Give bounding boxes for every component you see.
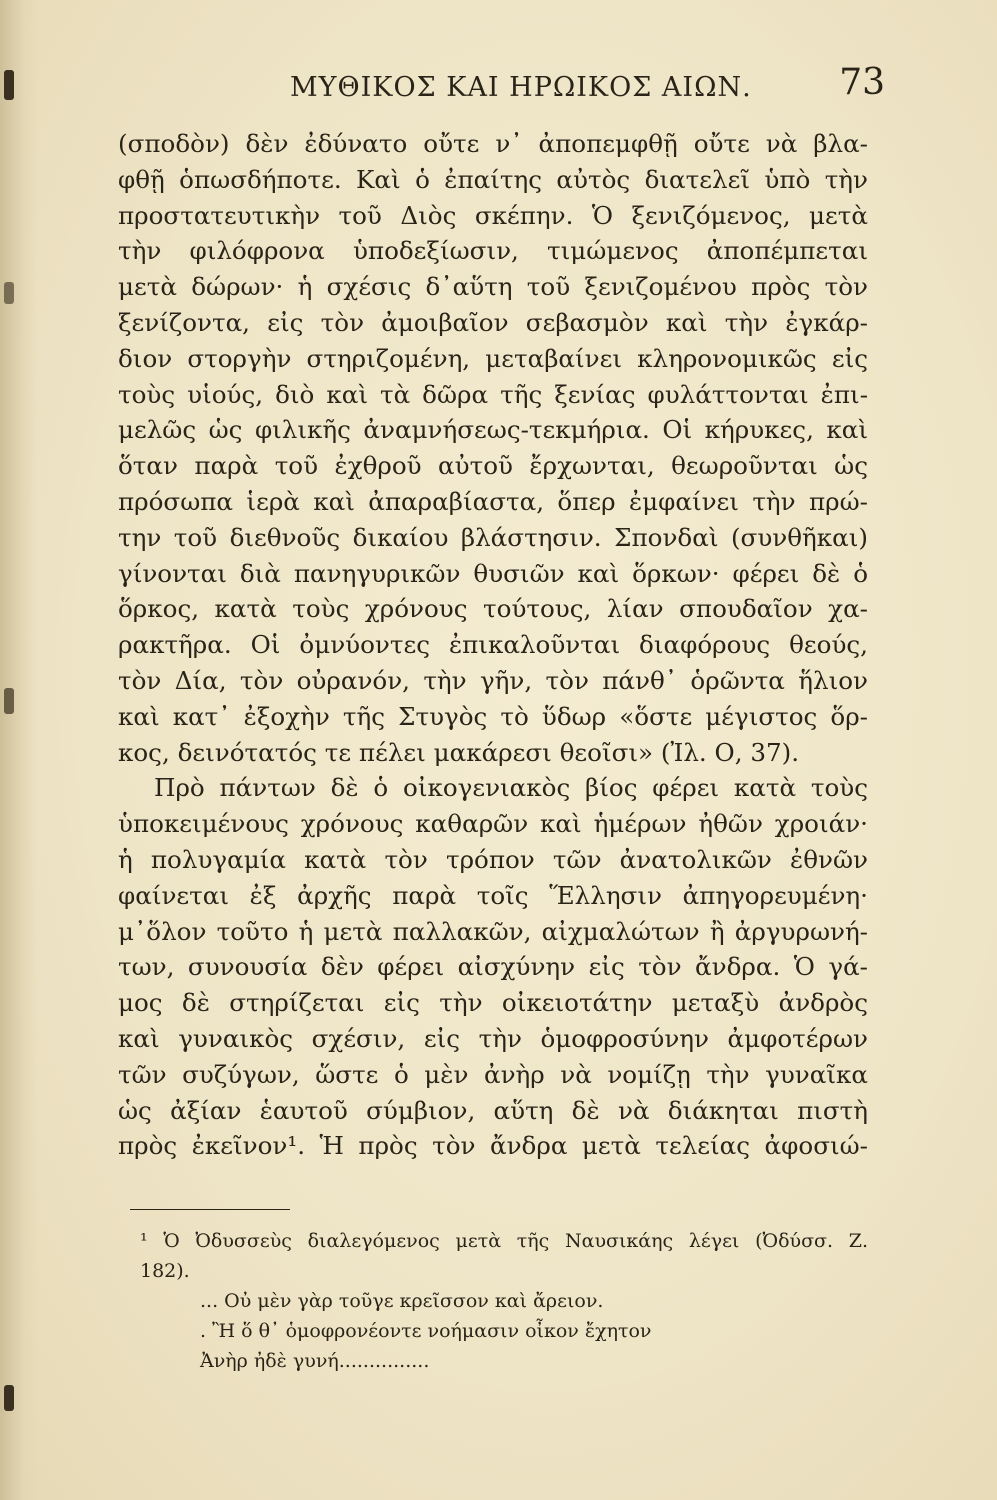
footnote-verse-line: . Ἢ ὅ θ᾽ ὁμοφρονέοντε νοήμασιν οἶκον ἔχητον bbox=[200, 1320, 652, 1342]
text-line: κος, δεινότατός τε πέλει μακάρεσι θεοῖσι» (Ἰλ. Ο, 37). bbox=[118, 737, 800, 767]
paragraph bbox=[118, 126, 868, 770]
text-line: καὶ γυναικὸς σχέσιν, εἰς τὴν ὁμοφροσύνην ἀμφοτέρων bbox=[118, 1023, 868, 1053]
text-line: διον στοργὴν στηριζομένη, μεταβαίνει κληρονομικῶς εἰς bbox=[118, 343, 868, 373]
footnote-verse-line: ... Οὐ μὲν γὰρ τοῦγε κρεῖσσον καὶ ἄρειον. bbox=[200, 1290, 604, 1312]
footnote-verse-line: Ἀνὴρ ἠδὲ γυνή............... bbox=[200, 1350, 430, 1372]
binding-stain bbox=[4, 282, 14, 304]
text-line: τοὺς υἱούς, διὸ καὶ τὰ δῶρα τῆς ξενίας φυλάττονται ἐπι- bbox=[118, 379, 868, 409]
text-line: ὡς ἀξίαν ἑαυτοῦ σύμβιον, αὕτη δὲ νὰ διάκηται πιστὴ bbox=[118, 1095, 868, 1125]
binding-stain bbox=[4, 1385, 14, 1411]
text-line: (σποδὸν) δὲν ἐδύνατο οὔτε ν᾽ ἀποπεμφθῇ οὔτε νὰ βλα- bbox=[118, 129, 868, 158]
text-line: τῶν συζύγων, ὥστε ὁ μὲν ἀνὴρ νὰ νομίζῃ τὴν γυναῖκα bbox=[118, 1059, 868, 1089]
page-header bbox=[118, 62, 885, 108]
text-line: ξενίζοντα, εἰς τὸν ἀμοιβαῖον σεβασμὸν καὶ τὴν ἐγκάρ- bbox=[118, 307, 868, 337]
text-line: πρὸς ἐκεῖνον¹. Ἡ πρὸς τὸν ἄνδρα μετὰ τελείας ἀφοσιώ- bbox=[118, 1131, 868, 1161]
text-line: προστατευτικὴν τοῦ Διὸς σκέπην. Ὁ ξενιζόμενος, μετὰ bbox=[118, 200, 868, 230]
page-number: 73 bbox=[839, 62, 885, 103]
text-line: ὑποκειμένους χρόνους καθαρῶν καὶ ἡμέρων ἠθῶν χροιάν· bbox=[118, 809, 868, 839]
text-line: φαίνεται ἐξ ἀρχῆς παρὰ τοῖς Ἕλλησιν ἀπηγορευμένη· bbox=[118, 880, 868, 910]
text-line: τὸν Δία, τὸν οὐρανόν, τὴν γῆν, τὸν πάνθ᾽ ὁρῶντα ἥλιον bbox=[118, 665, 868, 695]
footnote-line: 182). bbox=[140, 1260, 190, 1282]
page-binding-edge bbox=[0, 0, 38, 1500]
text-line: γίνονται διὰ πανηγυρικῶν θυσιῶν καὶ ὅρκων· φέρει δὲ ὁ bbox=[118, 558, 868, 588]
text-line: ὅρκος, κατὰ τοὺς χρόνους τούτους, λίαν σπουδαῖον χα- bbox=[118, 594, 868, 624]
text-line: μ᾽ὅλον τοῦτο ἡ μετὰ παλλακῶν, αἰχμαλώτων ἢ ἀργυρωνή- bbox=[118, 916, 868, 946]
text-line: τὴν φιλόφρονα ὑποδεξίωσιν, τιμώμενος ἀποπέμπεται bbox=[118, 236, 868, 266]
text-line: πρόσωπα ἱερὰ καὶ ἀπαραβίαστα, ὅπερ ἐμφαίνει τὴν πρώ- bbox=[118, 486, 868, 516]
text-line: Πρὸ πάντων δὲ ὁ οἰκογενιακὸς βίος φέρει κατὰ τοὺς bbox=[154, 773, 868, 803]
text-line: φθῇ ὁπωσδήποτε. Καὶ ὁ ἐπαίτης αὐτὸς διατελεῖ ὑπὸ τὴν bbox=[118, 164, 868, 194]
footnote-rule bbox=[130, 1209, 290, 1210]
text-line: των, συνουσία δὲν φέρει αἰσχύνην εἰς τὸν ἄνδρα. Ὁ γά- bbox=[118, 952, 868, 982]
running-head: ΜΥΘΙΚΟΣ ΚΑΙ ΗΡΩΙΚΟΣ ΑΙΩΝ. bbox=[290, 72, 752, 103]
text-line: την τοῦ διεθνοῦς δικαίου βλάστησιν. Σπονδαὶ (συνθῆκαι) bbox=[118, 522, 868, 552]
text-line: καὶ κατ᾽ ἐξοχὴν τῆς Στυγὸς τὸ ὕδωρ «ὅστε μέγιστος ὅρ- bbox=[118, 701, 868, 731]
text-line: ἡ πολυγαμία κατὰ τὸν τρόπον τῶν ἀνατολικῶν ἐθνῶν bbox=[118, 844, 868, 874]
footnote-line: ¹ Ὁ Ὀδυσσεὺς διαλεγόμενος μετὰ τῆς Ναυσικάης λέγει (Ὀδύσσ. Ζ. bbox=[140, 1230, 868, 1252]
body-text bbox=[118, 126, 868, 1164]
text-line: μος δὲ στηρίζεται εἰς τὴν οἰκειοτάτην μεταξὺ ἀνδρὸς bbox=[118, 988, 868, 1018]
text-line: ὅταν παρὰ τοῦ ἐχθροῦ αὐτοῦ ἔρχωνται, θεωροῦνται ὡς bbox=[118, 451, 868, 481]
footnotes bbox=[140, 1226, 868, 1376]
text-line: ρακτῆρα. Οἱ ὀμνύοντες ἐπικαλοῦνται διαφόρους θεούς, bbox=[118, 630, 868, 660]
text-line: μετὰ δώρων· ἡ σχέσις δ᾽αὕτη τοῦ ξενιζομένου πρὸς τὸν bbox=[118, 272, 868, 302]
binding-stain bbox=[4, 70, 14, 100]
text-line: μελῶς ὡς φιλικῆς ἀναμνήσεως-τεκμήρια. Οἱ κήρυκες, καὶ bbox=[118, 415, 868, 445]
paragraph bbox=[118, 770, 868, 1164]
binding-stain bbox=[4, 688, 14, 714]
